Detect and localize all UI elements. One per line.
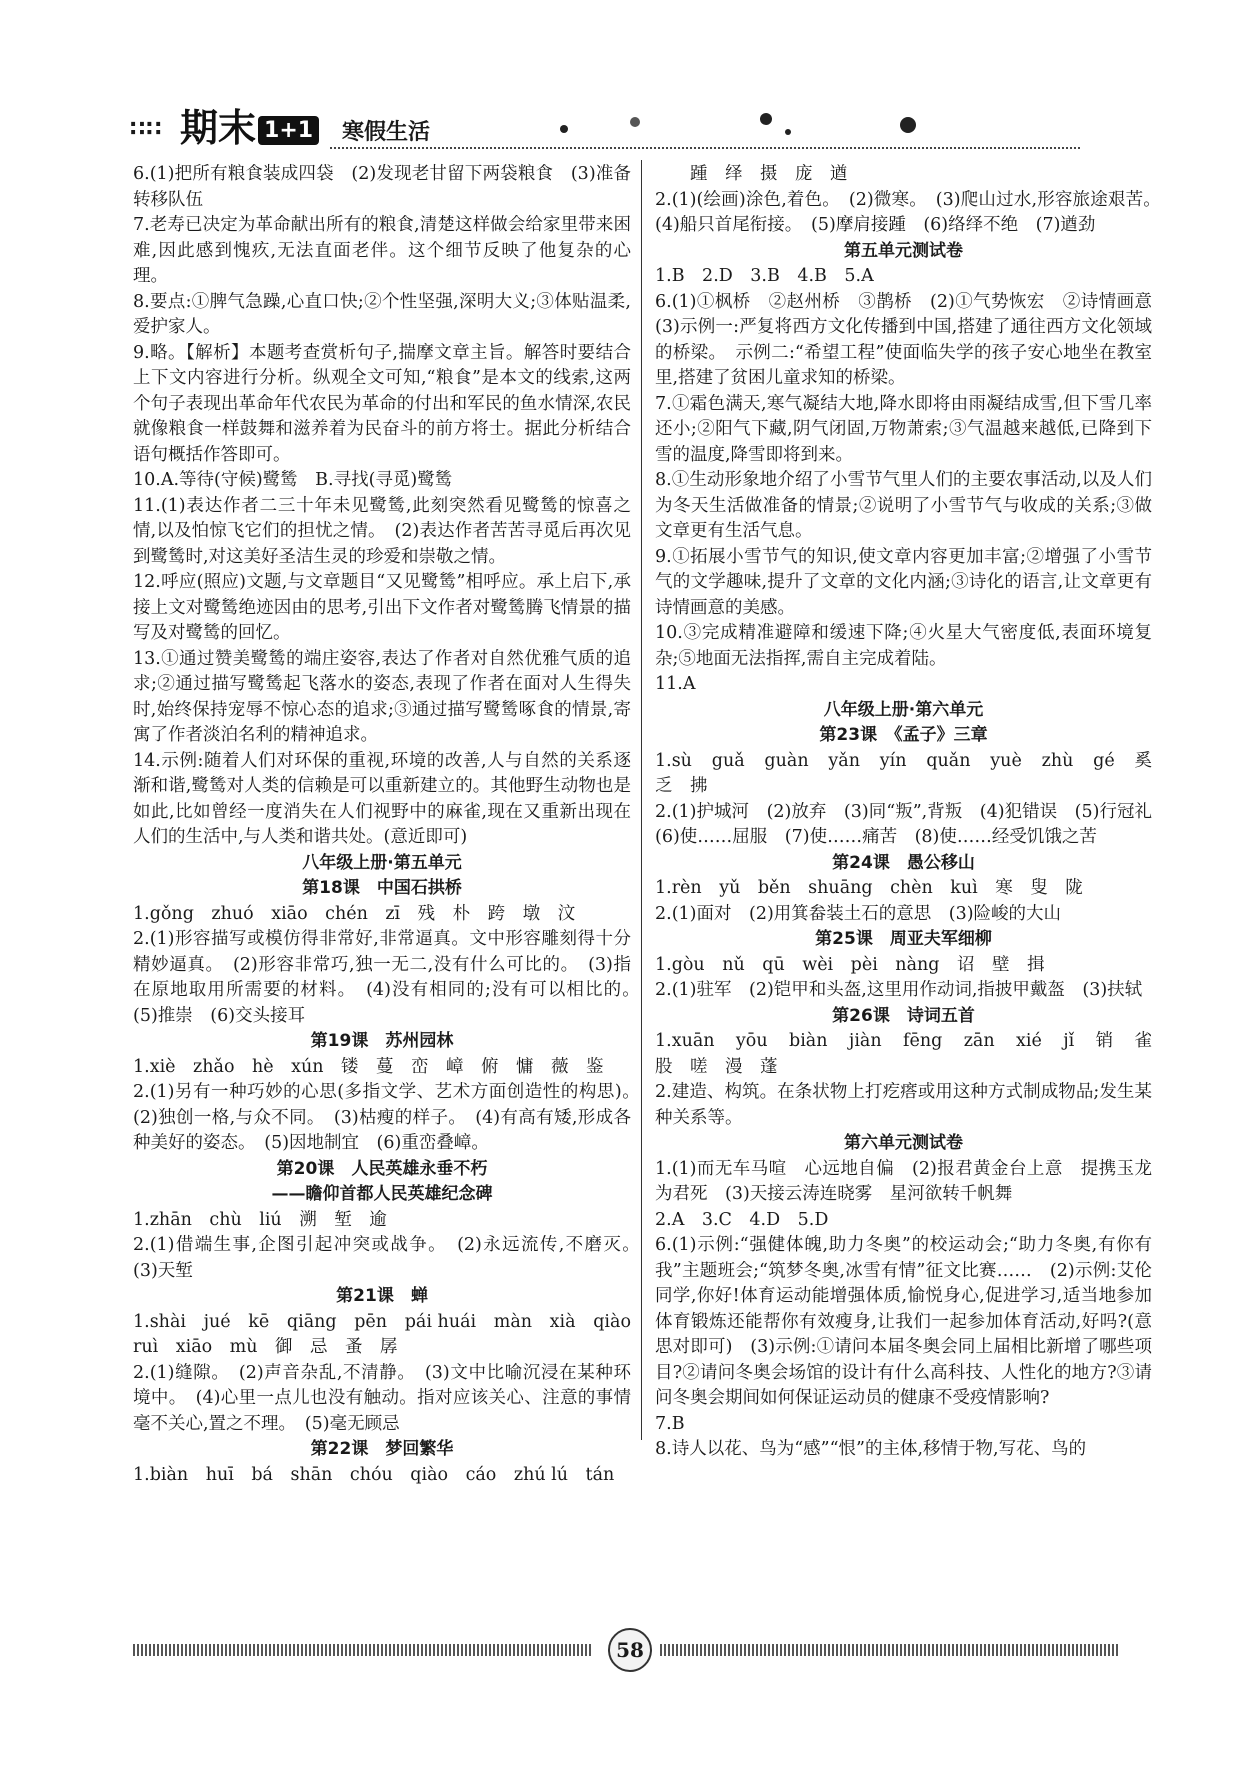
- answer-paragraph: 1.rèn yǔ běn shuāng chèn kuì 寒 叟 陇: [655, 878, 1083, 898]
- decor-dot-icon: [560, 125, 568, 133]
- section-heading: 第19课 苏州园林: [310, 1031, 454, 1051]
- answer-paragraph: 11.A: [655, 674, 696, 694]
- answer-paragraph: 6.(1)把所有粮食装成四袋 (2)发现老甘留下两袋粮食 (3)准备转移队伍: [133, 164, 631, 210]
- brand-title: [180, 97, 319, 152]
- answer-paragraph: 14.示例:随着人们对环保的重视,环境的改善,人与自然的关系逐渐和谐,鹭鸶对人类的信赖是可以重新建立的。其他野生动物也是如此,比如曾经一度消失在人们视野中的麻雀,现在又重新出现在人们的生活中,与人类和谐共处。(意近即可): [133, 750, 631, 847]
- answer-paragraph: 7.老寿已决定为革命献出所有的粮食,清楚这样做会给家里带来困难,因此感到愧疚,无法直面老伴。这个细节反映了他复杂的心理。: [133, 215, 631, 286]
- answer-paragraph: 1.(1)而无车马喧 心远地自偏 (2)报君黄金台上意 提携玉龙为君死 (3)天接云涛连晓雾 星河欲转千帆舞: [655, 1158, 1152, 1204]
- answer-paragraph: 2.A 3.C 4.D 5.D: [655, 1209, 829, 1230]
- section-heading: 第23课 《孟子》三章: [819, 725, 988, 745]
- header-rule: [330, 147, 1080, 149]
- section-heading: 第20课 人民英雄永垂不朽: [276, 1158, 488, 1179]
- footer-bar-right: [660, 1644, 1120, 1656]
- section-heading: 第22课 梦回繁华: [310, 1439, 454, 1459]
- answer-paragraph: 2.建造、构筑。在条状物上打疙瘩或用这种方式制成物品;发生某种关系等。: [655, 1082, 1152, 1128]
- page-number: 58: [608, 1628, 652, 1672]
- section-heading: 第21课 蝉: [336, 1286, 428, 1306]
- answer-paragraph: 1.shài jué kē qiāng pēn pái huái màn xià qiào ruì xiāo mù 御 忌 蚤 孱: [133, 1311, 649, 1357]
- section-heading: 八年级上册·第六单元: [823, 699, 984, 720]
- answer-paragraph: 1.gòu nǔ qū wèi pèi nàng 诏 壁 揖: [655, 954, 1045, 975]
- answer-paragraph: 7.①霜色满天,寒气凝结大地,降水即将由雨凝结成雪,但下雪几率还小;②阳气下藏,阴气闭固,万物萧索;③气温越来越低,已降到下雪的温度,降雪即将到来。: [655, 393, 1152, 465]
- answer-paragraph: 1.biàn huī bá shān chóu qiào cáo zhú lú tán: [133, 1464, 615, 1485]
- section-heading: 第24课 愚公移山: [832, 852, 975, 873]
- section-heading: ——瞻仰首都人民英雄纪念碑: [271, 1184, 493, 1204]
- footer-bar-left: [133, 1644, 593, 1656]
- answer-paragraph: 8.诗人以花、鸟为“感”“恨”的主体,移情于物,写花、鸟的: [655, 1439, 1087, 1459]
- answer-paragraph: 1.xuān yōu biàn jiàn fēng zān xié jǐ 销 雀 股 嗟 漫 蓬: [655, 1031, 1170, 1077]
- decor-dot-icon: [785, 129, 791, 135]
- section-heading: 第五单元测试卷: [844, 240, 963, 261]
- answer-paragraph: 1.B 2.D 3.B 4.B 5.A: [655, 266, 874, 286]
- decor-dot-icon: [900, 117, 916, 133]
- answer-paragraph: 9.①拓展小雪节气的知识,使文章内容更加丰富;②增强了小雪节气的文学趣味,提升了文章的文化内涵;③诗化的语言,让文章更有诗情画意的美感。: [655, 546, 1152, 618]
- answer-paragraph: 1.sù guǎ guàn yǎn yín quǎn yuè zhù gé 奚 乏 拂: [655, 750, 1170, 796]
- answer-paragraph: 8.要点:①脾气急躁,心直口快;②个性坚强,深明大义;③体贴温柔,爱护家人。: [133, 291, 631, 337]
- section-heading: 第六单元测试卷: [844, 1133, 963, 1153]
- section-heading: 第18课 中国石拱桥: [302, 878, 462, 898]
- answer-paragraph: 2.(1)护城河 (2)放弃 (3)同“叛”,背叛 (4)犯错误 (5)行冠礼 (6)使……屈服 (7)使……痛苦 (8)使……经受饥饿之苦: [655, 801, 1170, 847]
- decor-dot-icon: [630, 117, 640, 127]
- answer-paragraph: 9.略。【解析】本题考查赏析句子,揣摩文章主旨。解答时要结合上下文内容进行分析。纵观全文可知,“粮食”是本文的线索,这两个句子表现出革命年代农民为革命的付出和军民的鱼水情深,农民就像粮食一样鼓舞和滋养着为民奋斗的前方将士。据此分析结合语句概括作答即可。: [133, 342, 631, 465]
- brand-subtitle: 寒假生活: [342, 120, 431, 145]
- answer-paragraph: 10.③完成精准避障和缓速下降;④火星大气密度低,表面环境复杂;⑤地面无法指挥,需自主完成着陆。: [655, 623, 1152, 669]
- answer-paragraph: 2.(1)缝隙。 (2)声音杂乱,不清静。 (3)文中比喻沉浸在某种环境中。 (4)心里一点儿也没有触动。指对应该关心、注意的事情毫不关心,置之不理。 (5)毫无顾忌: [133, 1362, 631, 1434]
- answer-paragraph: 13.①通过赞美鹭鸶的端庄姿容,表达了作者对自然优雅气质的追求;②通过描写鹭鸶起飞落水的姿态,表现了作者在面对人生得失时,始终保持宠辱不惊心态的追求;③通过描写鹭鸶啄食的情景,寄寓了作者淡泊名利的精神追求。: [133, 648, 631, 745]
- brand-text: 期末: [180, 106, 257, 150]
- answer-paragraph: 2.(1)面对 (2)用箕畚装土石的意思 (3)险峻的大山: [655, 903, 1062, 924]
- answer-paragraph: 7.B: [655, 1413, 685, 1434]
- answer-paragraph: 8.①生动形象地介绍了小雪节气里人们的主要农事活动,以及人们为冬天生活做准备的情景;②说明了小雪节气与收成的关系;③做文章更有生活气息。: [655, 470, 1152, 541]
- page-header: [130, 95, 1130, 155]
- header-dots: ∷∷: [130, 117, 163, 142]
- answer-paragraph: 2.(1)(绘画)涂色,着色。 (2)微寒。 (3)爬山过水,形容旅途艰苦。 (4)船只首尾衔接。 (5)摩肩接踵 (6)络绎不绝 (7)遒劲: [655, 189, 1170, 235]
- right-column: [655, 162, 1170, 1463]
- answer-paragraph: 1.zhān chù liú 溯 堑 逾: [133, 1209, 387, 1230]
- left-column: [133, 162, 649, 1488]
- answer-paragraph: 2.(1)驻军 (2)铠甲和头盔,这里用作动词,指披甲戴盔 (3)扶轼: [655, 980, 1143, 1000]
- answer-paragraph: 2.(1)借端生事,企图引起冲突或战争。 (2)永远流传,不磨灭。 (3)天堑: [133, 1235, 649, 1281]
- answer-paragraph: 2.(1)形容描写或模仿得非常好,非常逼真。文中形容雕刻得十分精妙逼真。 (2)形容非常巧,独一无二,没有什么可比的。 (3)指在原地取用所需要的材料。 (4)没有相同的;没有可以相比的。 (5)推崇 (6)交头接耳: [133, 929, 649, 1026]
- answer-paragraph: 2.(1)另有一种巧妙的心思(多指文学、艺术方面创造性的构思)。 (2)独创一格,与众不同。 (3)枯瘦的样子。 (4)有高有矮,形成各种美好的姿态。 (5)因地制宜 (6)重峦叠嶂。: [133, 1082, 649, 1153]
- answer-paragraph: 12.呼应(照应)文题,与文章题目“又见鹭鸶”相呼应。承上启下,承接上文对鹭鸶绝迹因由的思考,引出下文作者对鹭鸶腾飞情景的描写及对鹭鸶的回忆。: [133, 572, 631, 643]
- answer-paragraph: 11.(1)表达作者二三十年未见鹭鸶,此刻突然看见鹭鸶的惊喜之情,以及怕惊飞它们的担忧之情。 (2)表达作者苦苦寻觅后再次见到鹭鸶时,对这美好圣洁生灵的珍爱和崇敬之情。: [133, 495, 631, 567]
- decor-dot-icon: [760, 113, 772, 125]
- brand-badge: 1+1: [258, 116, 319, 145]
- section-heading: 第26课 诗词五首: [832, 1005, 975, 1026]
- answer-paragraph: 踵 绎 摄 庞 遒: [655, 164, 848, 184]
- answer-paragraph: 1.gǒng zhuó xiāo chén zī 残 朴 跨 墩 汶: [133, 903, 576, 924]
- answer-paragraph: 6.(1)示例:“强健体魄,助力冬奥”的校运动会;“助力冬奥,有你有我”主题班会;“筑梦冬奥,冰雪有情”征文比赛…… (2)示例:艾伦同学,你好!体育运动能增强体质,愉悦身心,促进学习,适当地参加体育锻炼还能帮你有效瘦身,让我们一起参加体育活动,好吗?(意思对即可) (3)示例:①请问本届冬奥会同上届相比新增了哪些项目?②请问冬奥会场馆的设计有什么高科技、人性化的地方?③请问冬奥会期间如何保证运动员的健康不受疫情影响?: [655, 1235, 1152, 1408]
- answer-paragraph: 1.xiè zhǎo hè xún 镂 蔓 峦 嶂 俯 慵 薇 鉴: [133, 1056, 604, 1077]
- answer-paragraph: 6.(1)①枫桥 ②赵州桥 ③鹊桥 (2)①气势恢宏 ②诗情画意 (3)示例一:严复将西方文化传播到中国,搭建了通往西方文化领域的桥梁。 示例二:“希望工程”使面临失学的孩子安心地坐在教室里,搭建了贫困儿童求知的桥梁。: [655, 291, 1170, 388]
- section-heading: 八年级上册·第五单元: [302, 852, 462, 873]
- section-heading: 第25课 周亚夫军细柳: [815, 929, 992, 949]
- answer-paragraph: 10.A.等待(守候)鹭鸶 B.寻找(寻觅)鹭鸶: [133, 470, 453, 490]
